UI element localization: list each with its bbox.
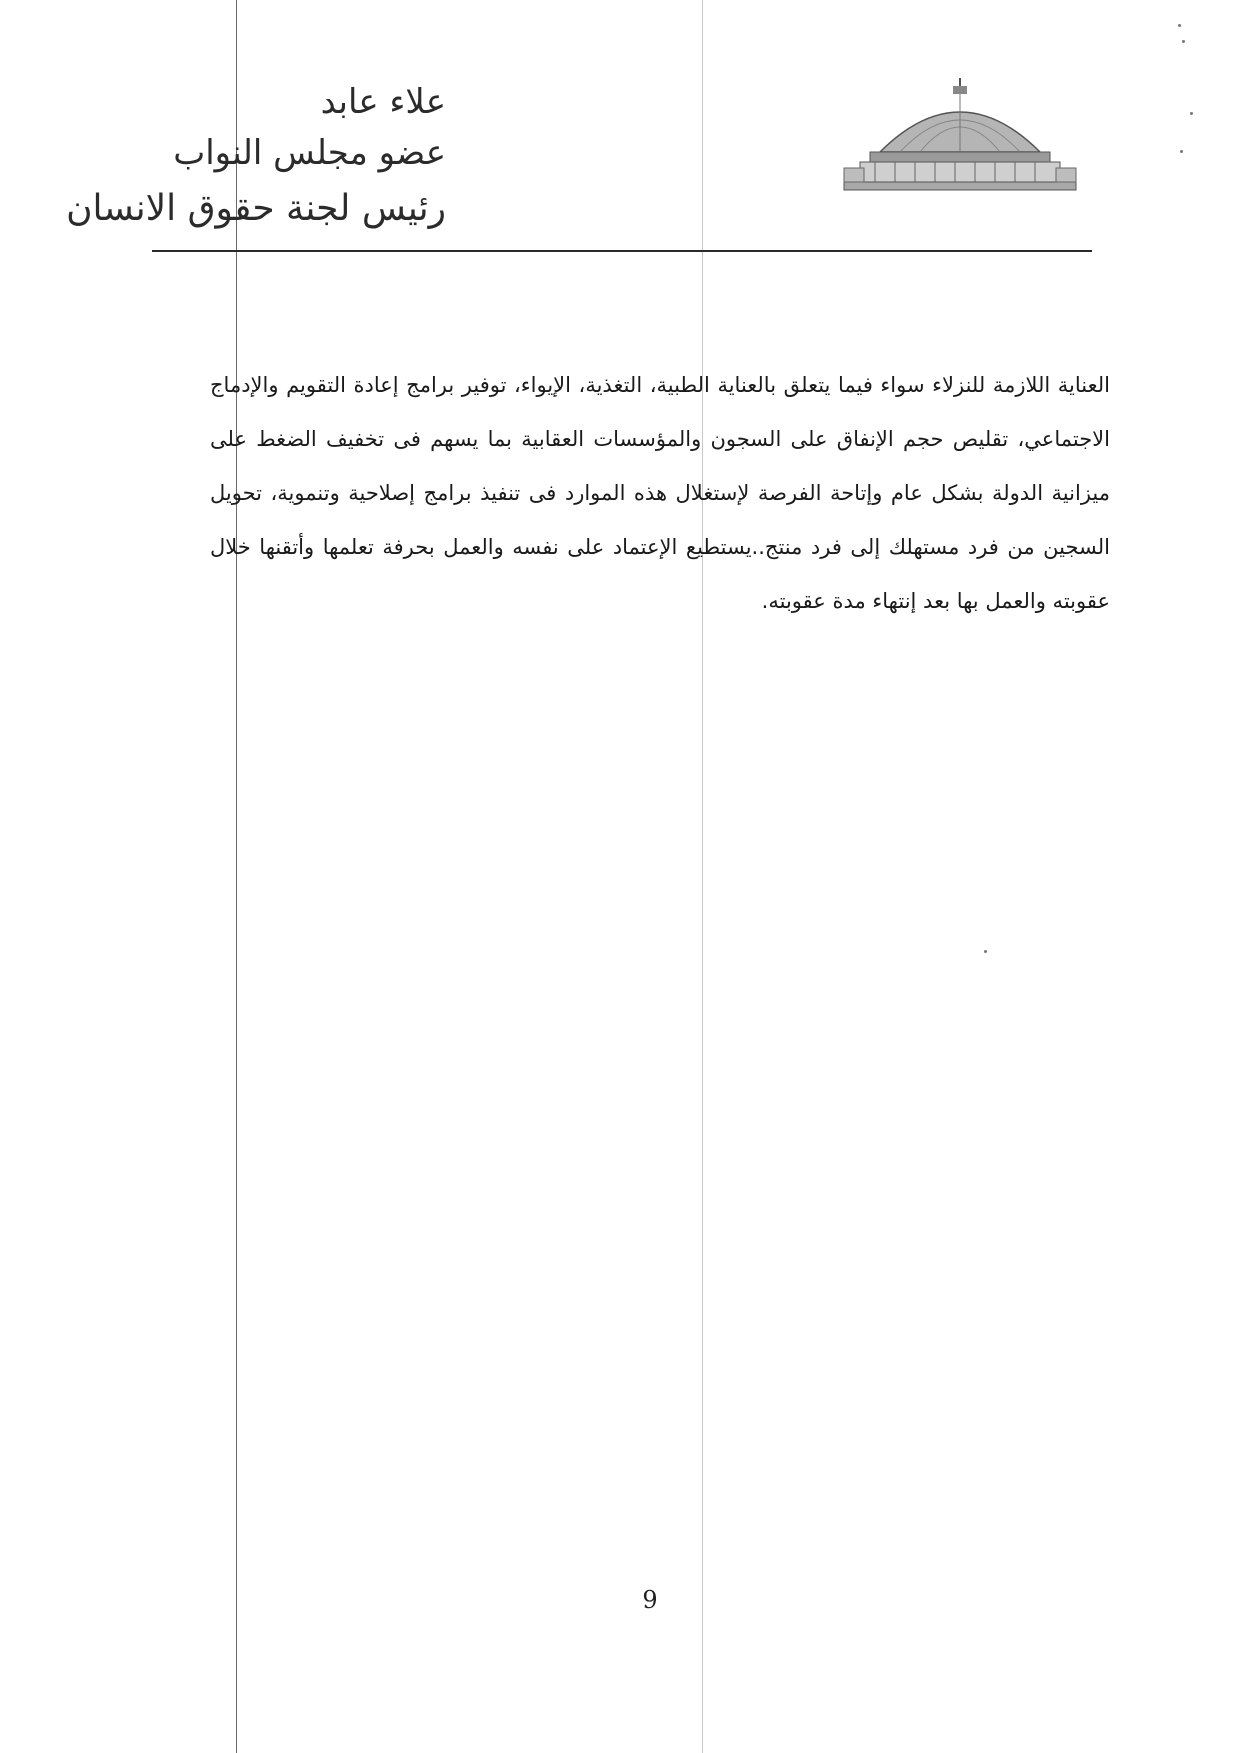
scan-margin-line (236, 0, 237, 1753)
scan-fold-line (702, 0, 703, 1753)
committee-title: رئيس لجنة حقوق الانسان (66, 188, 446, 229)
header-divider (152, 250, 1092, 252)
member-name: علاء عابد (320, 82, 446, 122)
parliament-dome-icon (840, 74, 1080, 194)
page-number: 9 (642, 1586, 658, 1614)
scan-speck (1190, 112, 1193, 115)
scan-speck (984, 950, 987, 953)
body-paragraph: العناية اللازمة للنزلاء سواء فيما يتعلق بالعناية الطبية، التغذية، الإيواء، توفير برامج إعادة التقويم والإدماج الاجتماعي، تقليص حجم الإنفاق على السجون والمؤسسات العقابية بما يسهم فى تخفيف الضغط على ميزانية الدولة بشكل عام وإتاحة الفرصة لإستغلال هذه الموارد فى تنفيذ برامج إصلاحية وتنموية، تحويل السجين من فرد مستهلك إلى فرد منتج..يستطيع الإعتماد على نفسه والعمل بحرفة تعلمها وأتقنها خلال عقوبته والعمل بها بعد إنتهاء مدة عقوبته. (210, 373, 1110, 613)
scan-speck (1180, 150, 1183, 153)
scan-speck (1182, 40, 1185, 43)
letterhead (66, 78, 446, 238)
member-role: عضو مجلس النواب (173, 133, 446, 173)
scan-speck (1178, 24, 1181, 27)
